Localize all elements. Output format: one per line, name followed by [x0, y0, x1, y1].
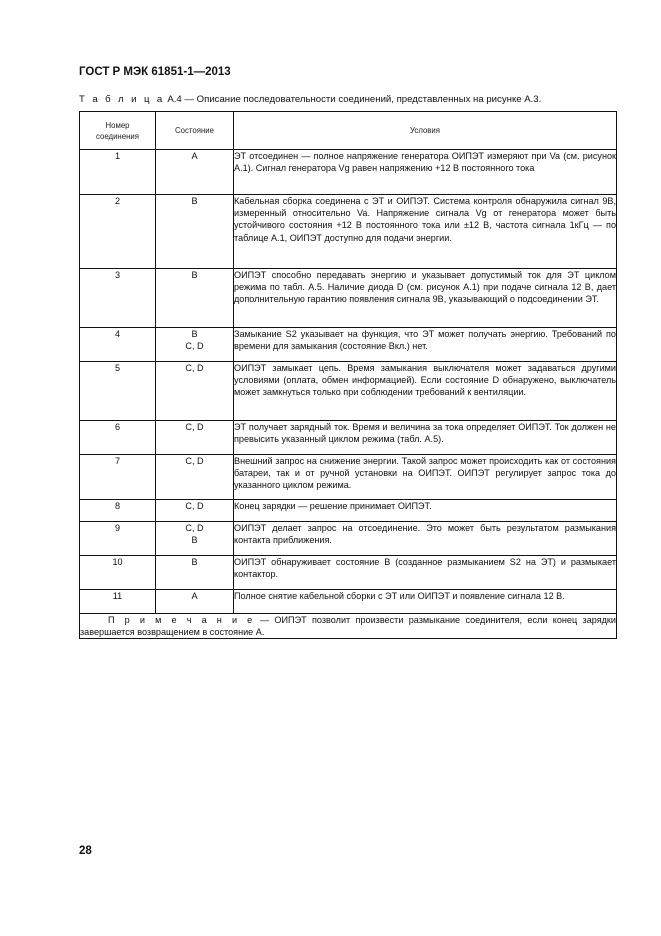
connection-number: 3 [80, 269, 156, 328]
state-value: B [191, 557, 198, 567]
connection-sequence-table [79, 111, 617, 639]
connection-state [156, 421, 234, 455]
state-value: C, D [185, 523, 204, 533]
table-row [80, 590, 617, 614]
state-value: B [191, 270, 198, 280]
state-value: C, D [185, 363, 204, 373]
column-header-state: Состояние [156, 112, 234, 150]
connection-condition: ОИПЭТ обнаруживает состояние В (созданное размыканием S2 на ЭТ) и размыкает контактор. [234, 556, 617, 590]
connection-state [156, 362, 234, 421]
state-value: B [191, 329, 198, 339]
table-note [80, 614, 617, 639]
connection-number: 10 [80, 556, 156, 590]
state-value: C, D [185, 341, 204, 352]
column-header-number: Номер соединения [80, 112, 156, 150]
table-caption-label: Т а б л и ц а [79, 94, 165, 105]
connection-state [156, 455, 234, 500]
connection-condition: Замыкание S2 указывает на функция, что ЭТ может получать энергию. Требований по времени для замыкания (состояние Вкл.) нет. [234, 328, 617, 362]
connection-condition: Кабельная сборка соединена с ЭТ и ОИПЭТ. Система контроля обнаружила сигнал 9В, измеренный относительно Va. Напряжение сигнала Vg от генератора может быть устойчивого состояния +12 В постоянного тока или ±12 В, частота сигнала 1кГц — по таблице А.1, ОИПЭТ доступно для подачи энергии. [234, 195, 617, 269]
table-caption [79, 94, 541, 105]
table-body [80, 150, 617, 614]
connection-condition: ЭТ получает зарядный ток. Время и величина за тока определяет ОИПЭТ. Ток должен не превысить указанный циклом режима (табл. А.5). [234, 421, 617, 455]
connection-state [156, 269, 234, 328]
connection-state [156, 195, 234, 269]
document-header: ГОСТ Р МЭК 61851-1—2013 [79, 66, 231, 78]
connection-condition: ОИПЭТ замыкает цепь. Время замыкания выключателя может задаваться другими условиями (оплата, обмен информацией). Если состояние D обнаружено, выключатель может замкнуться только при соблюдении требований к вентиляции. [234, 362, 617, 421]
column-header-conditions: Условия [234, 112, 617, 150]
table-row [80, 522, 617, 556]
connection-condition: ЭТ отсоединен — полное напряжение генератора ОИПЭТ измеряют при Va (см. рисунок А.1). Сигнал генератора Vg равен напряжению +12 В постоянного тока [234, 150, 617, 195]
connection-state [156, 556, 234, 590]
table-row [80, 269, 617, 328]
state-value: B [191, 196, 198, 206]
table-header-row [80, 112, 617, 150]
state-value: A [191, 151, 198, 161]
state-value: C, D [185, 501, 204, 511]
connection-number: 5 [80, 362, 156, 421]
table-note-text: — ОИПЭТ позволит произвести размыкание соединителя, если конец зарядки завершается возвращением в состояние А. [80, 615, 616, 638]
connection-number: 11 [80, 590, 156, 614]
table-row [80, 500, 617, 522]
state-value: C, D [185, 456, 204, 466]
table-row [80, 421, 617, 455]
connection-condition: Внешний запрос на снижение энергии. Такой запрос может происходить как от состояния батареи, так и от ручной установки на ОИПЭТ. ОИПЭТ регулирует запрос тока до указанного циклом режима. [234, 455, 617, 500]
table-row [80, 150, 617, 195]
connection-state [156, 522, 234, 556]
table-note-row [80, 614, 617, 639]
table-caption-text: А.4 — Описание последовательности соединений, представленных на рисунке А.3. [164, 94, 542, 105]
state-value: C, D [185, 422, 204, 432]
table-row [80, 362, 617, 421]
connection-state [156, 500, 234, 522]
connection-state [156, 150, 234, 195]
connection-condition: Конец зарядки — решение принимает ОИПЭТ. [234, 500, 617, 522]
table-note-label: П р и м е ч а н и е [108, 615, 255, 625]
connection-condition: Полное снятие кабельной сборки с ЭТ или ОИПЭТ и появление сигнала 12 В. [234, 590, 617, 614]
connection-number: 2 [80, 195, 156, 269]
connection-state [156, 328, 234, 362]
connection-number: 7 [80, 455, 156, 500]
table-row [80, 556, 617, 590]
connection-number: 8 [80, 500, 156, 522]
connection-condition: ОИПЭТ способно передавать энергию и указывает допустимый ток для ЭТ циклом режима по табл. А.5. Наличие диода D (см. рисунок А.1) при подаче сигнала 12 В, дает дополнительную гарантию появления сигнала 9В, указывающий о подсоединении ЭТ. [234, 269, 617, 328]
connection-number: 9 [80, 522, 156, 556]
state-value: A [191, 591, 198, 601]
connection-number: 6 [80, 421, 156, 455]
connection-state [156, 590, 234, 614]
connection-number: 4 [80, 328, 156, 362]
connection-condition: ОИПЭТ делает запрос на отсоединение. Это может быть результатом размыкания контакта приближения. [234, 522, 617, 556]
table-row [80, 195, 617, 269]
table-row [80, 328, 617, 362]
table-row [80, 455, 617, 500]
state-value: B [191, 535, 198, 546]
connection-number: 1 [80, 150, 156, 195]
page-number: 28 [79, 845, 92, 857]
